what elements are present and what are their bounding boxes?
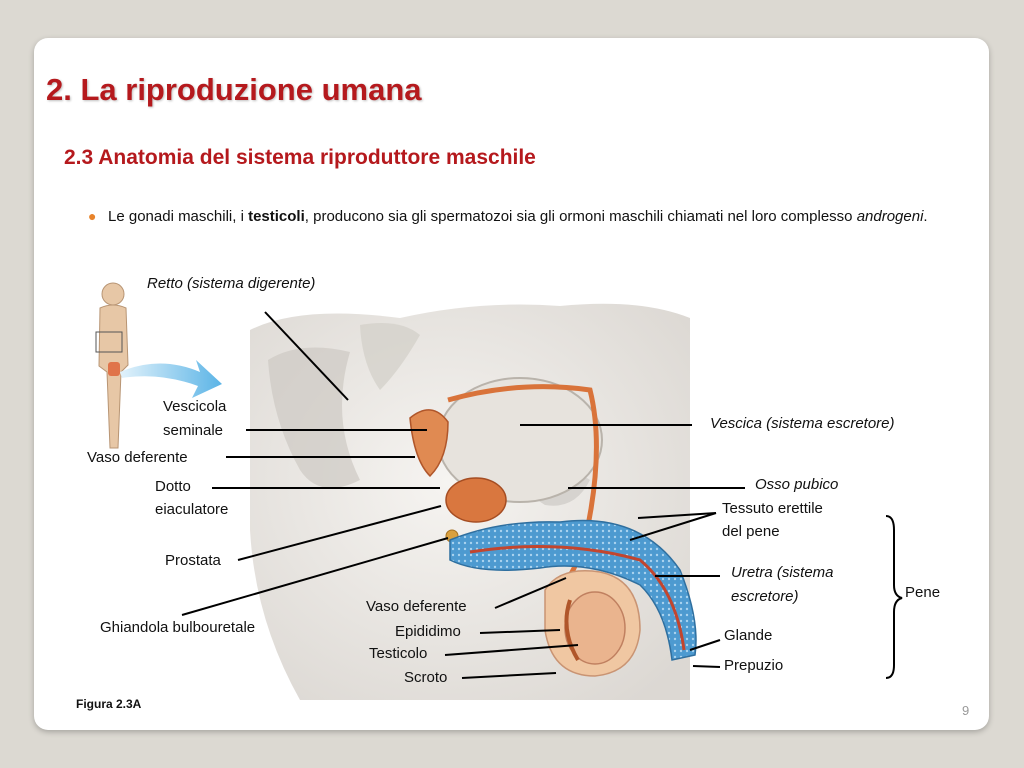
bullet-text-post: . (923, 208, 928, 225)
bullet-icon: ● (88, 208, 97, 224)
label-dotto-1: Dotto (155, 478, 191, 495)
label-tessuto-1: Tessuto erettile (722, 500, 823, 517)
label-vescicola-2: seminale (163, 422, 224, 439)
slide-subtitle: 2.3 Anatomia del sistema riproduttore maschile (64, 146, 536, 169)
bullet-text-bold: testicoli (248, 208, 305, 225)
label-vaso-deferente-left: Vaso deferente (87, 449, 188, 466)
label-tessuto-2: del pene (722, 523, 780, 540)
label-uretra-1: Uretra (sistema (731, 564, 834, 581)
label-glande: Glande (724, 627, 773, 644)
label-prostata: Prostata (165, 552, 221, 569)
label-prepuzio: Prepuzio (724, 657, 784, 674)
prostate (446, 478, 506, 522)
label-vaso-deferente-right: Vaso deferente (366, 598, 467, 615)
label-vescicola-1: Vescicola (163, 398, 227, 415)
page-number: 9 (962, 703, 970, 718)
body-figure-icon (96, 283, 128, 448)
label-pene: Pene (905, 584, 941, 601)
label-ghiandola: Ghiandola bulbouretale (100, 619, 256, 636)
label-testicolo: Testicolo (369, 645, 428, 662)
figure-caption: Figura 2.3A (76, 697, 142, 711)
bullet-text-italic: androgeni (856, 208, 924, 225)
label-retto: Retto (sistema digerente) (147, 275, 316, 292)
pointer-arrow-icon (120, 360, 222, 398)
bullet-text-mid: , producono sia gli spermatozoi sia gli ormoni maschili chiamati nel loro complesso (304, 208, 857, 225)
bullet-text-pre: Le gonadi maschili, i (108, 208, 249, 225)
pene-brace-icon (886, 516, 902, 678)
label-osso-pubico: Osso pubico (755, 476, 839, 493)
label-epididimo: Epididimo (395, 623, 461, 640)
label-uretra-2: escretore) (731, 588, 799, 605)
label-dotto-2: eiaculatore (155, 501, 229, 518)
label-vescica: Vescica (sistema escretore) (710, 415, 895, 432)
label-scroto: Scroto (404, 669, 448, 686)
slide-title: 2. La riproduzione umana (46, 72, 422, 107)
